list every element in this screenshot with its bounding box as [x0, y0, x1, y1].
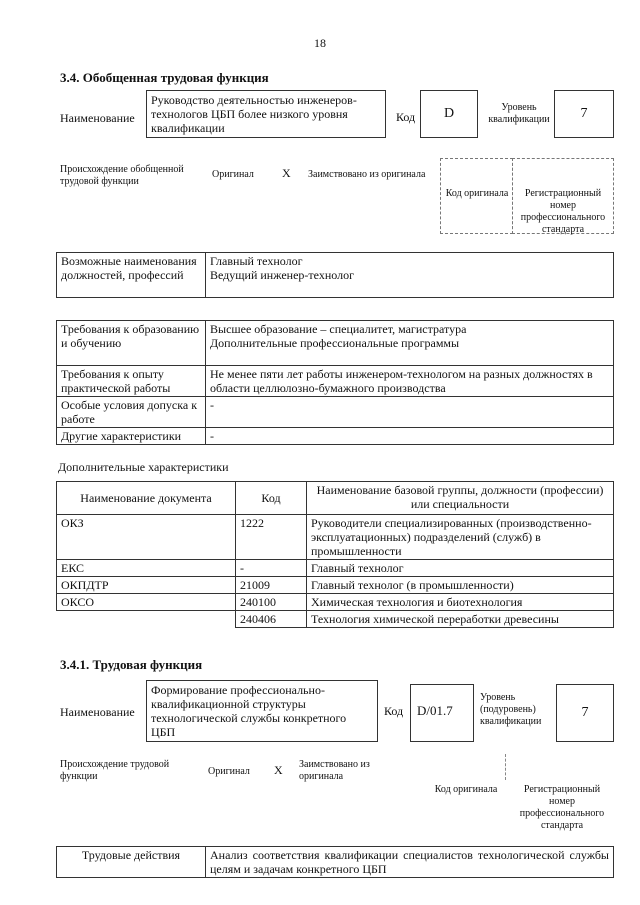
original-label: Оригинал	[208, 766, 250, 777]
row-name: Химическая технология и биотехнология	[307, 594, 614, 611]
table-row	[57, 515, 614, 560]
code-label: Код	[396, 110, 416, 124]
req-value	[206, 321, 614, 366]
level-value-box: 7	[556, 684, 614, 742]
table-row	[57, 560, 614, 577]
page-number: 18	[314, 36, 326, 50]
divider	[505, 754, 506, 780]
borrowed-label: Заимствовано из оригинала	[308, 169, 426, 180]
req-label: Другие характеристики	[57, 428, 206, 445]
req-value: -	[206, 428, 614, 445]
row-doc	[57, 611, 236, 628]
row-doc: ОКСО	[57, 594, 236, 611]
level-label: Уровень квалификации	[488, 102, 550, 125]
req-value: -	[206, 397, 614, 428]
positions-values	[206, 253, 614, 298]
row-code: 1222	[236, 515, 307, 560]
table-row	[57, 577, 614, 594]
borrowed-label: Заимствовано из оригинала	[299, 759, 370, 782]
req-label: Особые условия допуска к работе	[57, 397, 206, 428]
level-label: Уровень (подуровень) квалификации	[480, 692, 542, 727]
reg-number-label: Регистрационный номер профессионального стандарта	[520, 188, 606, 235]
level-value-box: 7	[554, 90, 614, 138]
requirements-table	[56, 320, 614, 445]
req-value: Не менее пяти лет работы инженером-технологом на разных должностях в области целлюлозно-бумажного производства	[206, 366, 614, 397]
positions-label: Возможные наименования должностей, профессий	[57, 253, 206, 298]
position-item: Главный технолог	[210, 254, 303, 268]
row-name: Руководители специализированных (производственно-эксплуатационных) подразделений (служб) в промышленности	[307, 515, 614, 560]
orig-code-label: Код оригинала	[445, 188, 509, 199]
name-label: Наименование	[60, 705, 135, 719]
function-name-box: Руководство деятельностью инженеров-технологов ЦБП более низкого уровня квалификации	[146, 90, 386, 138]
function-name-box: Формирование профессионально-квалификационной структуры технологической службы конкретного ЦБП	[146, 680, 378, 742]
additional-table	[56, 481, 614, 628]
code-value-box: D/01.7	[410, 684, 474, 742]
header-code: Код	[236, 482, 307, 515]
name-label: Наименование	[60, 111, 135, 125]
original-label: Оригинал	[212, 169, 254, 180]
original-mark: X	[274, 763, 283, 777]
row-doc: ОКПДТР	[57, 577, 236, 594]
table-row	[57, 611, 614, 628]
req-label: Требования к опыту практической работы	[57, 366, 206, 397]
row-doc: ОКЗ	[57, 515, 236, 560]
actions-table	[56, 846, 614, 878]
row-name: Главный технолог	[307, 560, 614, 577]
row-code: 240406	[236, 611, 307, 628]
additional-title: Дополнительные характеристики	[58, 460, 229, 474]
row-code: 21009	[236, 577, 307, 594]
original-mark: X	[282, 166, 291, 180]
reg-number-label: Регистрационный номер профессионального стандарта	[519, 784, 605, 831]
row-name: Технология химической переработки древесины	[307, 611, 614, 628]
origin-label: Происхождение обобщенной трудовой функции	[60, 164, 184, 187]
subsection-heading: 3.4.1. Трудовая функция	[60, 657, 203, 672]
row-name: Главный технолог (в промышленности)	[307, 577, 614, 594]
row-code: 240100	[236, 594, 307, 611]
row-doc: ЕКС	[57, 560, 236, 577]
orig-code-label: Код оригинала	[434, 784, 498, 795]
req-label: Требования к образованию и обучению	[57, 321, 206, 366]
positions-table	[56, 252, 614, 298]
header-name: Наименование базовой группы, должности (профессии) или специальности	[307, 482, 614, 515]
code-label: Код	[384, 704, 404, 718]
position-item: Ведущий инженер-технолог	[210, 268, 354, 282]
table-row	[57, 594, 614, 611]
req-value-line: Дополнительные профессиональные программы	[210, 336, 460, 350]
origin-label: Происхождение трудовой функции	[60, 759, 170, 782]
code-value-box: D	[420, 90, 478, 138]
row-code: -	[236, 560, 307, 577]
section-heading: 3.4. Обобщенная трудовая функция	[60, 70, 269, 85]
req-value-line: Высшее образование – специалитет, магистратура	[210, 322, 467, 336]
header-doc: Наименование документа	[57, 482, 236, 515]
actions-label: Трудовые действия	[57, 847, 206, 878]
actions-value: Анализ соответствия квалификации специалистов технологической службы целям и задачам конкретного ЦБП	[206, 847, 614, 878]
